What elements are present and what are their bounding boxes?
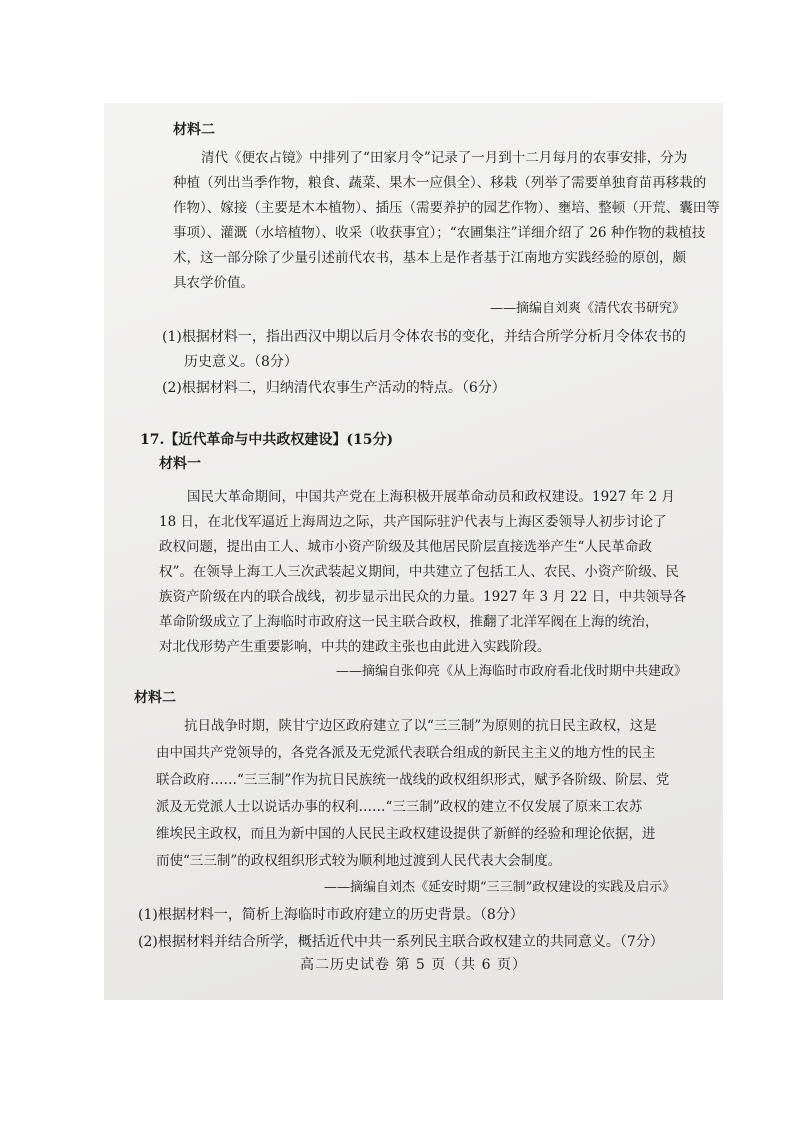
m2-line: 具农学价值。 bbox=[173, 275, 254, 291]
q17-material-2-heading: 材料二 bbox=[134, 690, 176, 706]
q17-m1-line: 革命阶级成立了上海临时市政府这一民主联合政权，推翻了北洋军阀在上海的统治， bbox=[159, 614, 659, 630]
q16-question-1-cont: 历史意义。（8分） bbox=[184, 354, 298, 370]
q17-m2-line: 派及无党派人士以说话办事的权利……“三三制”政权的建立不仅发展了原来工农苏 bbox=[156, 799, 643, 815]
q17-heading: 17.【近代革命与中共政权建设】(15分) bbox=[140, 432, 394, 448]
m2-line: 作物）、嫁接（主要是木本植物）、插压（需要养护的园艺作物）、壅培、整顿（开荒、囊田等 bbox=[173, 200, 720, 216]
m2-source: ——摘编自刘爽《清代农书研究》 bbox=[490, 301, 686, 316]
m2-line: 清代《便农占镜》中排列了“田家月令”记录了一月到十二月每月的农事安排，分为 bbox=[201, 150, 688, 166]
q17-m2-line: 而使“三三制”的政权组织形式较为顺利地过渡到人民代表大会制度。 bbox=[156, 853, 562, 869]
material-2-heading: 材料二 bbox=[173, 122, 215, 138]
q17-m1-line: 国民大革命期间，中国共产党在上海积极开展革命动员和政权建设。1927 年 2 月 bbox=[187, 489, 675, 505]
q17-m2-line: 由中国共产党领导的，各党各派及无党派代表联合组成的新民主主义的地方性的民主 bbox=[156, 745, 656, 761]
q17-question-1: (1)根据材料一，简析上海临时市政府建立的历史背景。（8分） bbox=[138, 907, 524, 923]
q17-question-2: (2)根据材料并结合所学，概括近代中共一系列民主联合政权建立的共同意义。（7分） bbox=[138, 934, 664, 950]
q17-m1-line: 对北伐形势产生重要影响，中共的建政主张也由此进入实践阶段。 bbox=[159, 639, 551, 655]
exam-page-photo bbox=[104, 103, 723, 1000]
q17-m1-source: ——摘编自张仰亮《从上海临时市政府看北伐时期中共建政》 bbox=[336, 664, 688, 679]
q16-question-2: (2)根据材料二，归纳清代农事生产活动的特点。（6分） bbox=[162, 380, 506, 396]
q17-m2-line: 维埃民主政权，而且为新中国的人民民主政权建设提供了新鲜的经验和理论依据，进 bbox=[156, 826, 656, 842]
m2-line: 术，这一部分除了少量引述前代农书，基本上是作者基于江南地方实践经验的原创，颇 bbox=[173, 250, 686, 266]
q17-m2-line: 联合政府……“三三制”作为抗日民族统一战线的政权组织形式，赋予各阶级、阶层、党 bbox=[156, 772, 670, 788]
m2-line: 事项）、灌溉（水培植物）、收采（收获事宜）；“农圃集注”详细介绍了 26 种作物的栽植技 bbox=[173, 225, 706, 241]
q17-m2-line: 抗日战争时期，陕甘宁边区政府建立了以“三三制”为原则的抗日民主政权，这是 bbox=[184, 718, 657, 734]
q17-m2-source: ——摘编自刘杰《延安时期“三三制”政权建设的实践及启示》 bbox=[324, 880, 676, 895]
q17-m1-line: 族资产阶级在内的联合战线，初步显示出民众的力量。1927 年 3 月 22 日，中共领导各 bbox=[159, 589, 687, 605]
q17-m1-line: 政权问题，提出由工人、城市小资产阶级及其他居民阶层直接选举产生“人民革命政 bbox=[159, 539, 652, 555]
m2-line: 种植（列出当季作物，粮食、蔬菜、果木一应俱全）、移栽（列举了需要单独育苗再移栽的 bbox=[173, 175, 707, 191]
q16-question-1: (1)根据材料一，指出西汉中期以后月令体农书的变化，并结合所学分析月令体农书的 bbox=[162, 329, 686, 345]
q17-m1-line: 18 日，在北伐军逼近上海周边之际，共产国际驻沪代表与上海区委领导人初步讨论了 bbox=[159, 514, 667, 530]
q17-material-1-heading: 材料一 bbox=[159, 456, 201, 472]
q17-m1-line: 权”。在领导上海工人三次武装起义期间，中共建立了包括工人、农民、小资产阶级、民 bbox=[159, 564, 679, 580]
page-footer: 高二历史试卷 第 5 页（共 6 页） bbox=[299, 957, 528, 973]
